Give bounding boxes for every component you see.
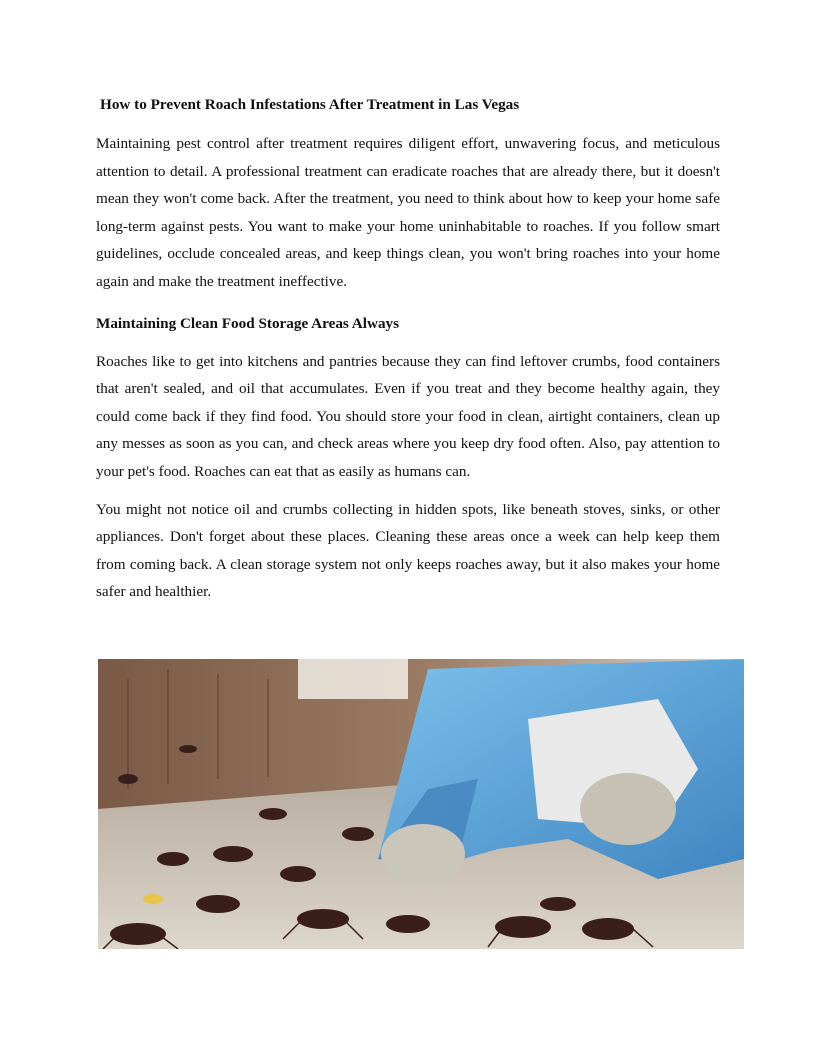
section-paragraph-1: Roaches like to get into kitchens and pantries because they can find leftover crumbs, food containers that aren't sealed, and oil that accumulates. Even if you treat and they become healthy again, they could come back if they find food. You should store your food in clean, airtight containers, clean up any messes as soon as you can, and check areas where you keep dry food often. Also, pay attention to your pet's food. Roaches can eat that as easily as humans can. xyxy=(96,352,720,480)
window-light xyxy=(298,659,408,699)
right-glove xyxy=(580,773,676,845)
document-page xyxy=(96,94,720,606)
document-title: How to Prevent Roach Infestations After Treatment in Las Vegas xyxy=(100,96,520,113)
crumb xyxy=(143,894,163,904)
left-glove xyxy=(381,824,465,884)
intro-paragraph: Maintaining pest control after treatment requires diligent effort, unwavering focus, and meticulous attention to detail. A professional treatment can eradicate roaches that are already there, but it doesn't mean they won't come back. After the treatment, you need to think about how to keep your home safe long-term against pests. You want to make your home uninhabitable to roaches. If you follow smart guidelines, occlude concealed areas, and keep things clean, you won't bring roaches into your home again and make the treatment ineffective. xyxy=(96,135,720,290)
section-paragraph-2: You might not notice oil and crumbs collecting in hidden spots, like beneath stoves, sinks, or other appliances. Don't forget about these places. Cleaning these areas once a week can help keep them from coming back. A clean storage system not only keeps roaches away, but it also makes your home safer and healthier. xyxy=(96,500,720,601)
section-heading: Maintaining Clean Food Storage Areas Always xyxy=(96,314,400,332)
photo-illustration xyxy=(98,659,744,949)
pest-control-photo xyxy=(98,659,744,949)
